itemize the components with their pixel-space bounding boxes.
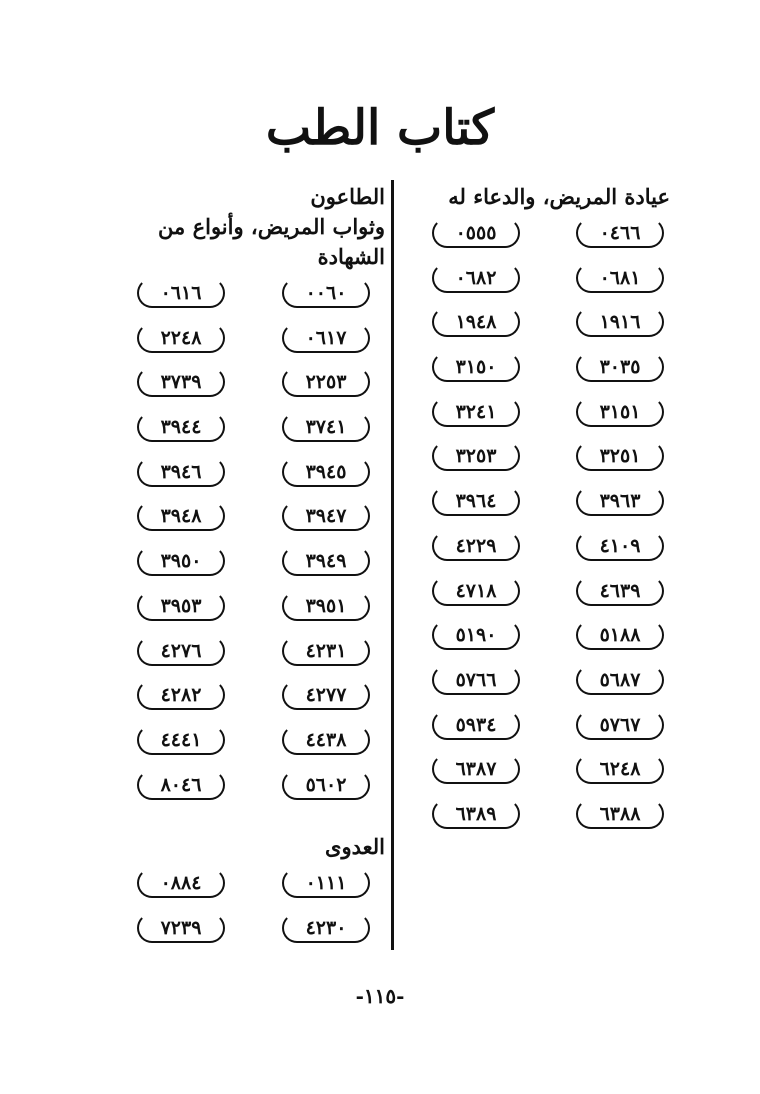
section-heading: عيادة المريض، والدعاء له: [448, 184, 670, 209]
hadith-reference-number: ٠٤٦٦: [576, 218, 664, 248]
hadith-reference-number: ٠١١١: [282, 868, 370, 898]
hadith-reference-number: ٣٧٤١: [282, 412, 370, 442]
reference-row: [410, 531, 670, 576]
hadith-reference-number: ٤٢٧٧: [282, 680, 370, 710]
hadith-reference-number: ٤٧١٨: [432, 576, 520, 606]
reference-row: [410, 397, 670, 442]
hadith-reference-number: ٤٦٣٩: [576, 576, 664, 606]
reference-row: [410, 620, 670, 665]
hadith-reference-number: ٦٣٨٧: [432, 754, 520, 784]
hadith-reference-number: ٥٦٠٢: [282, 770, 370, 800]
reference-row: [115, 770, 385, 815]
page-title: كتاب الطب: [265, 100, 495, 156]
reference-row: [410, 441, 670, 486]
reference-row: [115, 591, 385, 636]
reference-row: [115, 680, 385, 725]
hadith-reference-number: ٤٤٤١: [137, 725, 225, 755]
hadith-reference-number: ٤٤٣٨: [282, 725, 370, 755]
hadith-reference-number: ٦٣٨٨: [576, 799, 664, 829]
reference-row: [115, 636, 385, 681]
hadith-reference-number: ٥١٨٨: [576, 620, 664, 650]
section-heading: الطاعون: [310, 184, 385, 209]
hadith-reference-number: ٣٢٥٣: [432, 441, 520, 471]
hadith-reference-number: ٨٠٤٦: [137, 770, 225, 800]
hadith-reference-number: ٠٦٨٢: [432, 263, 520, 293]
hadith-reference-number: ٤٢٢٩: [432, 531, 520, 561]
hadith-reference-number: ٤٢٨٢: [137, 680, 225, 710]
reference-row: [410, 307, 670, 352]
reference-row: [410, 754, 670, 799]
left-column: [115, 182, 385, 958]
hadith-reference-number: ١٩١٦: [576, 307, 664, 337]
hadith-reference-number: ٣٩٤٨: [137, 501, 225, 531]
hadith-reference-number: ٥٦٨٧: [576, 665, 664, 695]
reference-row: [115, 412, 385, 457]
hadith-reference-number: ٢٢٥٣: [282, 367, 370, 397]
hadith-reference-number: ٣٩٥١: [282, 591, 370, 621]
hadith-reference-number: ٣٩٤٩: [282, 546, 370, 576]
hadith-reference-number: ٥٩٣٤: [432, 710, 520, 740]
hadith-reference-number: ٣٩٥٣: [137, 591, 225, 621]
hadith-reference-number: ٣٩٦٤: [432, 486, 520, 516]
reference-row: [115, 501, 385, 546]
hadith-reference-number: ٠٦١٦: [137, 278, 225, 308]
hadith-reference-number: ٣١٥٠: [432, 352, 520, 382]
reference-row: [410, 352, 670, 397]
reference-row: [115, 546, 385, 591]
hadith-reference-number: ٥١٩٠: [432, 620, 520, 650]
hadith-reference-number: ٠٥٥٥: [432, 218, 520, 248]
hadith-reference-number: ١٩٤٨: [432, 307, 520, 337]
reference-grid: [410, 218, 670, 844]
hadith-reference-number: ٤١٠٩: [576, 531, 664, 561]
hadith-reference-number: ٠٦٨١: [576, 263, 664, 293]
hadith-reference-number: ٢٢٤٨: [137, 323, 225, 353]
hadith-reference-number: ٤٢٣١: [282, 636, 370, 666]
hadith-reference-number: ٤٢٧٦: [137, 636, 225, 666]
reference-row: [410, 218, 670, 263]
reference-grid: [115, 868, 385, 957]
section-subheading: وثواب المريض، وأنواع من الشهادة: [158, 214, 385, 269]
reference-row: [115, 913, 385, 958]
reference-row: [115, 457, 385, 502]
hadith-reference-number: ٣٠٣٥: [576, 352, 664, 382]
reference-row: [115, 323, 385, 368]
hadith-reference-number: ٥٧٦٧: [576, 710, 664, 740]
reference-row: [410, 263, 670, 308]
hadith-reference-number: ٣٩٤٥: [282, 457, 370, 487]
column-divider: [391, 180, 394, 950]
reference-grid: [115, 278, 385, 814]
hadith-reference-number: ٦٣٨٩: [432, 799, 520, 829]
hadith-reference-number: ٣٩٤٧: [282, 501, 370, 531]
hadith-reference-number: ٣٩٥٠: [137, 546, 225, 576]
hadith-reference-number: ٣٩٦٣: [576, 486, 664, 516]
hadith-reference-number: ٣٧٣٩: [137, 367, 225, 397]
reference-row: [410, 799, 670, 844]
hadith-reference-number: ٣٩٤٦: [137, 457, 225, 487]
section-heading: العدوى: [325, 834, 385, 860]
reference-row: [410, 665, 670, 710]
right-column: [410, 182, 670, 844]
reference-row: [115, 278, 385, 323]
reference-row: [410, 710, 670, 755]
hadith-reference-number: ٥٧٦٦: [432, 665, 520, 695]
hadith-reference-number: ٠٦١٧: [282, 323, 370, 353]
hadith-reference-number: ٤٢٣٠: [282, 913, 370, 943]
hadith-reference-number: ٦٢٤٨: [576, 754, 664, 784]
hadith-reference-number: ٠٨٨٤: [137, 868, 225, 898]
hadith-reference-number: ٣٢٤١: [432, 397, 520, 427]
hadith-reference-number: ٣٩٤٤: [137, 412, 225, 442]
page-number: -١١٥-: [355, 984, 405, 1008]
reference-row: [410, 486, 670, 531]
hadith-reference-number: ٠٠٦٠: [282, 278, 370, 308]
hadith-reference-number: ٣٢٥١: [576, 441, 664, 471]
hadith-reference-number: ٧٢٣٩: [137, 913, 225, 943]
hadith-reference-number: ٣١٥١: [576, 397, 664, 427]
reference-row: [410, 576, 670, 621]
reference-row: [115, 367, 385, 412]
reference-row: [115, 868, 385, 913]
reference-row: [115, 725, 385, 770]
